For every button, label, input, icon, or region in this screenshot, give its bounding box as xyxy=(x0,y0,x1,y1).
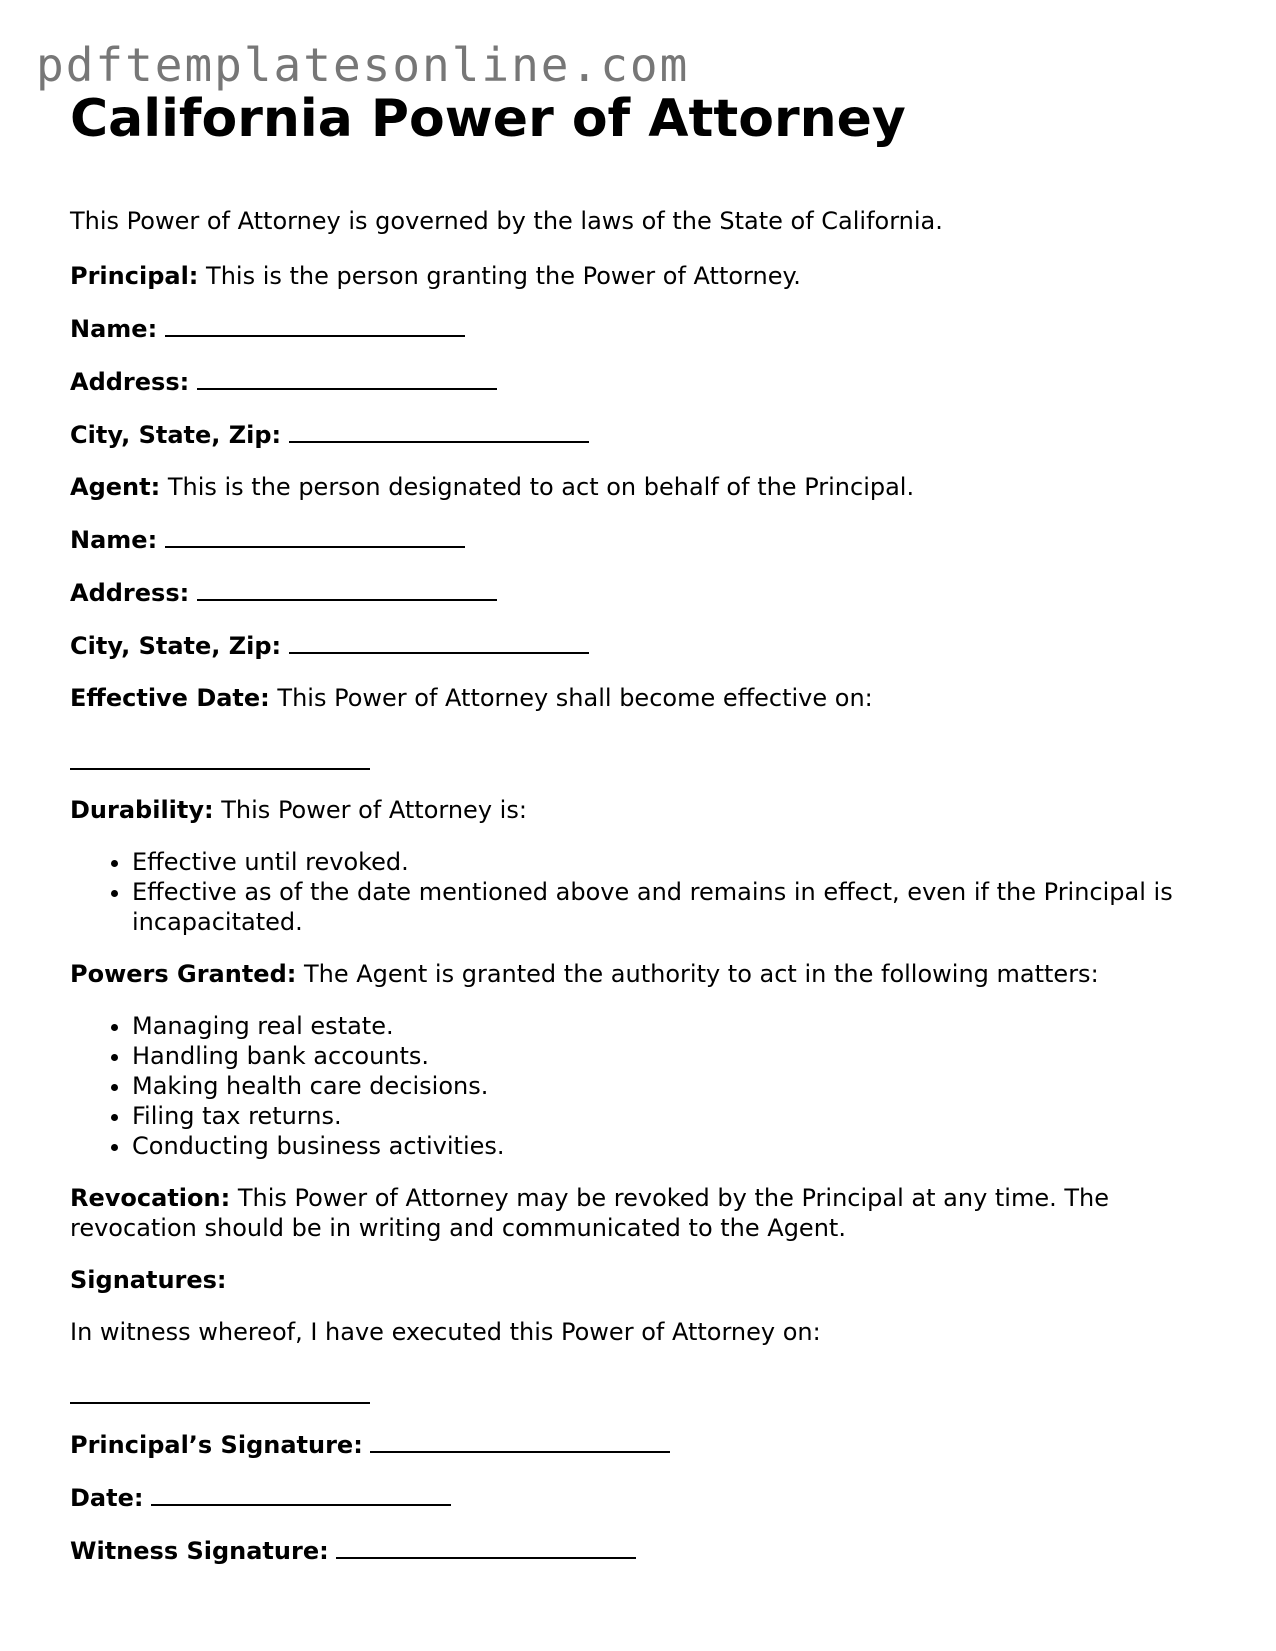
intro-text: This Power of Attorney is governed by the laws of the State of California. xyxy=(70,207,943,235)
document xyxy=(70,86,1210,1566)
durability-row xyxy=(70,795,1210,825)
principal-signature-field[interactable] xyxy=(370,1429,670,1453)
agent-heading xyxy=(70,472,1210,502)
agent-label: Agent: xyxy=(70,473,161,501)
watermark: pdftemplatesonline.com xyxy=(36,38,690,92)
principal-city-row xyxy=(70,419,1210,450)
durability-list xyxy=(70,847,1210,937)
list-item: • Effective as of the date mentioned above and remains in effect, even if the Principal is incapacitated. xyxy=(132,877,1210,937)
principal-address-row xyxy=(70,366,1210,397)
witness-signature-row xyxy=(70,1535,1210,1566)
revocation-label: Revocation: xyxy=(70,1184,231,1212)
principal-signature-row xyxy=(70,1429,1210,1460)
agent-city-label: City, State, Zip: xyxy=(70,632,282,660)
list-item: • Handling bank accounts. xyxy=(132,1041,1210,1071)
witness-signature-field[interactable] xyxy=(336,1535,636,1559)
agent-address-label: Address: xyxy=(70,579,190,607)
principal-name-label: Name: xyxy=(70,315,158,343)
powers-label: Powers Granted: xyxy=(70,960,297,988)
list-item: • Making health care decisions. xyxy=(132,1071,1210,1101)
principal-address-label: Address: xyxy=(70,368,190,396)
signatures-heading: Signatures: xyxy=(70,1266,227,1294)
effective-date-label: Effective Date: xyxy=(70,684,270,712)
effective-date-text: This Power of Attorney shall become effective on: xyxy=(277,684,873,712)
principal-text: This is the person granting the Power of Attorney. xyxy=(206,262,801,290)
effective-date-field[interactable] xyxy=(70,738,370,770)
powers-row xyxy=(70,959,1210,989)
principal-name-row xyxy=(70,313,1210,344)
witness-signature-label: Witness Signature: xyxy=(70,1537,329,1565)
agent-name-row xyxy=(70,524,1210,555)
agent-name-field[interactable] xyxy=(165,524,465,548)
principal-heading xyxy=(70,261,1210,291)
effective-date-row xyxy=(70,683,1210,713)
revocation-text: This Power of Attorney may be revoked by the Principal at any time. The revocation should be in writing and communicated to the Agent. xyxy=(70,1184,1110,1242)
principal-address-field[interactable] xyxy=(197,366,497,390)
agent-city-row xyxy=(70,630,1210,661)
date-field[interactable] xyxy=(151,1482,451,1506)
principal-name-field[interactable] xyxy=(165,313,465,337)
list-item: • Effective until revoked. xyxy=(132,847,1210,877)
principal-label: Principal: xyxy=(70,262,199,290)
durability-label: Durability: xyxy=(70,796,214,824)
date-row xyxy=(70,1482,1210,1513)
execution-date-field[interactable] xyxy=(70,1372,370,1404)
page-title: California Power of Attorney xyxy=(70,89,906,149)
agent-address-field[interactable] xyxy=(197,577,497,601)
agent-name-label: Name: xyxy=(70,526,158,554)
principal-signature-label: Principal’s Signature: xyxy=(70,1431,363,1459)
agent-city-field[interactable] xyxy=(289,630,589,654)
durability-text: This Power of Attorney is: xyxy=(221,796,527,824)
principal-city-label: City, State, Zip: xyxy=(70,421,282,449)
list-item: • Managing real estate. xyxy=(132,1011,1210,1041)
list-item: • Conducting business activities. xyxy=(132,1131,1210,1161)
revocation-row xyxy=(70,1183,1210,1243)
principal-city-field[interactable] xyxy=(289,419,589,443)
date-label: Date: xyxy=(70,1484,144,1512)
list-item: • Filing tax returns. xyxy=(132,1101,1210,1131)
agent-address-row xyxy=(70,577,1210,608)
powers-text: The Agent is granted the authority to act in the following matters: xyxy=(304,960,1099,988)
witness-text: In witness whereof, I have executed this Power of Attorney on: xyxy=(70,1318,821,1346)
powers-list xyxy=(70,1011,1210,1161)
agent-text: This is the person designated to act on behalf of the Principal. xyxy=(167,473,915,501)
